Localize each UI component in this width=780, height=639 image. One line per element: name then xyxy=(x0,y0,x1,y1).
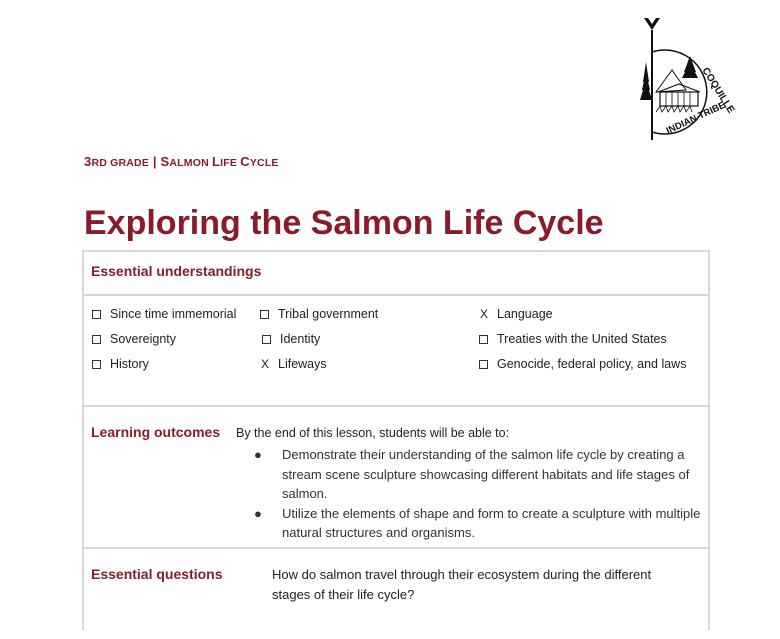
unit-l: L xyxy=(212,154,221,169)
coquille-indian-tribe-logo xyxy=(622,12,742,152)
unit-ife: IFE xyxy=(220,157,241,169)
checklist-item[interactable] xyxy=(260,307,378,321)
essential-understandings-checklist xyxy=(84,296,708,407)
unit-c: C xyxy=(240,154,250,169)
page-title: Exploring the Salmon Life Cycle xyxy=(84,204,604,242)
checklist-item-label: Since time immemorial xyxy=(110,307,237,321)
unit-s: S xyxy=(160,154,170,169)
x-mark-icon[interactable]: X xyxy=(260,357,269,371)
learning-outcomes-list xyxy=(254,445,704,543)
essential-understandings-header xyxy=(84,252,708,296)
list-item xyxy=(254,504,704,543)
checklist-item[interactable] xyxy=(479,307,553,321)
outcome-text: Utilize the elements of shape and form to create a sculpture with multiple natural structures and organisms. xyxy=(282,505,701,540)
essential-understandings-label: Essential understandings xyxy=(91,263,262,279)
learning-outcomes-row xyxy=(84,407,708,549)
checkbox-icon[interactable] xyxy=(92,360,101,369)
learning-outcomes-label: Learning outcomes xyxy=(91,424,221,440)
lesson-table xyxy=(82,250,710,630)
checklist-item[interactable] xyxy=(92,332,176,346)
checkbox-icon[interactable] xyxy=(479,335,488,344)
checklist-item[interactable] xyxy=(92,307,236,321)
list-item xyxy=(254,445,704,504)
checkbox-icon[interactable] xyxy=(92,310,101,319)
bullet-icon: ● xyxy=(254,505,262,521)
grade-number: 3 xyxy=(84,154,92,169)
checkbox-icon[interactable] xyxy=(260,310,269,319)
checklist-item-label: History xyxy=(110,357,149,371)
checklist-item[interactable] xyxy=(92,357,149,371)
header-separator: | xyxy=(152,154,157,169)
checklist-item[interactable] xyxy=(479,332,667,346)
bullet-icon: ● xyxy=(254,447,262,462)
unit-ycle: YCLE xyxy=(249,157,279,169)
outcome-text: Demonstrate their understanding of the salmon life cycle by creating a stream scene sculpture showcasing different habitats and life stages of salmon. xyxy=(282,447,690,501)
essential-questions-label: Essential questions xyxy=(91,566,223,582)
essential-question-text: How do salmon travel through their ecosystem during the different stages of their life cycle? xyxy=(272,567,652,602)
unit-almon: ALMON xyxy=(169,157,213,169)
checklist-item-label: Treaties with the United States xyxy=(497,332,667,346)
logo-text-top: COQUILLE xyxy=(699,65,737,116)
checklist-item-label: Lifeways xyxy=(278,357,327,371)
checklist-item-label: Language xyxy=(497,307,553,321)
logo-text-bottom: INDIAN TRIBE xyxy=(664,99,728,137)
learning-outcomes-intro: By the end of this lesson, students will be able to: xyxy=(236,426,510,440)
essential-questions-row xyxy=(84,549,708,639)
checklist-item-label: Tribal government xyxy=(278,307,379,321)
checklist-item[interactable] xyxy=(479,357,686,371)
grade-label: RD GRADE xyxy=(91,157,150,169)
checklist-item-label: Identity xyxy=(280,332,321,346)
grade-unit-header xyxy=(84,154,279,169)
checkbox-icon[interactable] xyxy=(262,335,271,344)
checkbox-icon[interactable] xyxy=(92,335,101,344)
checklist-item-label: Sovereignty xyxy=(110,332,177,346)
checklist-item[interactable] xyxy=(260,357,327,371)
checklist-item[interactable] xyxy=(262,332,320,346)
checklist-item-label: Genocide, federal policy, and laws xyxy=(497,357,687,371)
checkbox-icon[interactable] xyxy=(479,360,488,369)
x-mark-icon[interactable]: X xyxy=(479,307,488,321)
